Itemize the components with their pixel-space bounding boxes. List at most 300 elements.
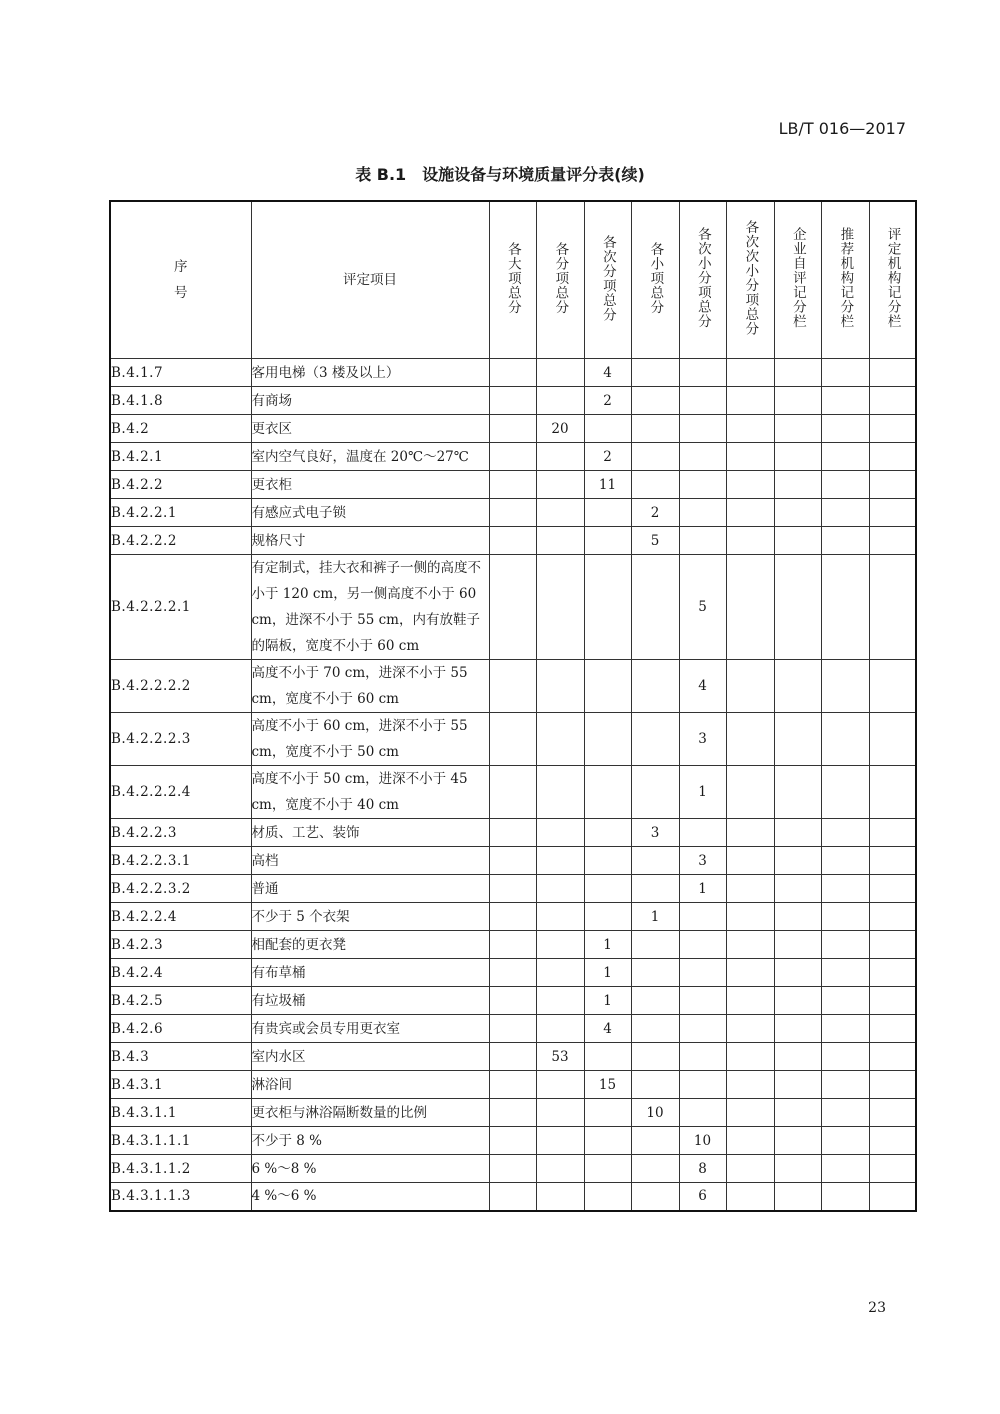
row-major-total bbox=[489, 1183, 536, 1211]
row-item: 6 %～8 % bbox=[251, 1155, 489, 1183]
row-sub-minor-total: 6 bbox=[679, 1183, 726, 1211]
row-number: B.4.2 bbox=[110, 415, 251, 443]
header-num bbox=[110, 201, 251, 359]
row-sub-sub-minor-total bbox=[726, 959, 774, 987]
row-sub-total bbox=[536, 660, 584, 713]
row-self-score bbox=[774, 359, 821, 387]
row-number: B.4.3.1.1 bbox=[110, 1099, 251, 1127]
row-assess-score bbox=[869, 471, 916, 499]
row-sub-minor-total bbox=[679, 1043, 726, 1071]
row-sub-total bbox=[536, 875, 584, 903]
row-secondary-total bbox=[584, 499, 631, 527]
row-minor-total bbox=[631, 713, 679, 766]
header-recommend-score: 推荐机构记分栏 bbox=[821, 201, 869, 359]
row-secondary-total bbox=[584, 903, 631, 931]
row-sub-total bbox=[536, 471, 584, 499]
row-sub-total bbox=[536, 527, 584, 555]
row-item: 有感应式电子锁 bbox=[251, 499, 489, 527]
page-number: 23 bbox=[868, 1300, 886, 1316]
row-item: 更衣柜与淋浴隔断数量的比例 bbox=[251, 1099, 489, 1127]
row-sub-total bbox=[536, 766, 584, 819]
row-self-score bbox=[774, 555, 821, 660]
row-self-score bbox=[774, 931, 821, 959]
row-sub-sub-minor-total bbox=[726, 1015, 774, 1043]
row-assess-score bbox=[869, 1127, 916, 1155]
row-item: 更衣区 bbox=[251, 415, 489, 443]
row-assess-score bbox=[869, 499, 916, 527]
row-number: B.4.3 bbox=[110, 1043, 251, 1071]
row-sub-sub-minor-total bbox=[726, 903, 774, 931]
row-number: B.4.3.1.1.1 bbox=[110, 1127, 251, 1155]
row-recommend-score bbox=[821, 415, 869, 443]
row-secondary-total bbox=[584, 1155, 631, 1183]
row-secondary-total bbox=[584, 555, 631, 660]
row-assess-score bbox=[869, 1043, 916, 1071]
row-number: B.4.2.2.2.2 bbox=[110, 660, 251, 713]
standard-code: LB/T 016—2017 bbox=[778, 119, 906, 138]
table-row bbox=[110, 987, 916, 1015]
row-minor-total bbox=[631, 987, 679, 1015]
row-sub-total bbox=[536, 959, 584, 987]
row-sub-sub-minor-total bbox=[726, 847, 774, 875]
row-sub-minor-total bbox=[679, 931, 726, 959]
table-row bbox=[110, 903, 916, 931]
row-secondary-total bbox=[584, 415, 631, 443]
row-recommend-score bbox=[821, 713, 869, 766]
row-assess-score bbox=[869, 1183, 916, 1211]
table-row bbox=[110, 1127, 916, 1155]
row-minor-total bbox=[631, 387, 679, 415]
row-sub-minor-total: 1 bbox=[679, 766, 726, 819]
table-row bbox=[110, 847, 916, 875]
header-secondary-total: 各次分项总分 bbox=[584, 201, 631, 359]
row-sub-sub-minor-total bbox=[726, 1071, 774, 1099]
row-recommend-score bbox=[821, 875, 869, 903]
row-sub-minor-total bbox=[679, 359, 726, 387]
row-secondary-total: 4 bbox=[584, 1015, 631, 1043]
row-major-total bbox=[489, 903, 536, 931]
row-sub-minor-total: 5 bbox=[679, 555, 726, 660]
row-minor-total: 2 bbox=[631, 499, 679, 527]
row-sub-total bbox=[536, 359, 584, 387]
row-number: B.4.3.1.1.3 bbox=[110, 1183, 251, 1211]
row-number: B.4.2.3 bbox=[110, 931, 251, 959]
row-number: B.4.2.2.4 bbox=[110, 903, 251, 931]
row-sub-total bbox=[536, 387, 584, 415]
row-sub-sub-minor-total bbox=[726, 1183, 774, 1211]
row-sub-total bbox=[536, 1183, 584, 1211]
row-secondary-total: 2 bbox=[584, 443, 631, 471]
table-row bbox=[110, 443, 916, 471]
row-self-score bbox=[774, 1155, 821, 1183]
row-minor-total: 5 bbox=[631, 527, 679, 555]
row-number: B.4.2.2.2.4 bbox=[110, 766, 251, 819]
row-sub-sub-minor-total bbox=[726, 1043, 774, 1071]
row-item: 普通 bbox=[251, 875, 489, 903]
row-assess-score bbox=[869, 387, 916, 415]
row-sub-minor-total bbox=[679, 959, 726, 987]
row-assess-score bbox=[869, 766, 916, 819]
row-item: 更衣柜 bbox=[251, 471, 489, 499]
row-secondary-total: 1 bbox=[584, 987, 631, 1015]
row-secondary-total bbox=[584, 847, 631, 875]
row-number: B.4.2.2.3.2 bbox=[110, 875, 251, 903]
row-minor-total: 3 bbox=[631, 819, 679, 847]
row-minor-total bbox=[631, 959, 679, 987]
row-sub-total bbox=[536, 903, 584, 931]
row-major-total bbox=[489, 660, 536, 713]
row-secondary-total bbox=[584, 875, 631, 903]
row-secondary-total bbox=[584, 1099, 631, 1127]
row-assess-score bbox=[869, 415, 916, 443]
row-item: 规格尺寸 bbox=[251, 527, 489, 555]
row-number: B.4.3.1 bbox=[110, 1071, 251, 1099]
row-minor-total bbox=[631, 359, 679, 387]
table-row bbox=[110, 1155, 916, 1183]
row-minor-total bbox=[631, 471, 679, 499]
row-number: B.4.2.2.2 bbox=[110, 527, 251, 555]
row-minor-total bbox=[631, 1043, 679, 1071]
table-row bbox=[110, 713, 916, 766]
row-major-total bbox=[489, 387, 536, 415]
row-number: B.4.2.2.2.1 bbox=[110, 555, 251, 660]
row-sub-minor-total: 3 bbox=[679, 847, 726, 875]
row-self-score bbox=[774, 903, 821, 931]
row-number: B.4.3.1.1.2 bbox=[110, 1155, 251, 1183]
row-assess-score bbox=[869, 903, 916, 931]
row-number: B.4.2.2.3.1 bbox=[110, 847, 251, 875]
row-item: 4 %～6 % bbox=[251, 1183, 489, 1211]
header-row bbox=[110, 201, 916, 359]
table-row bbox=[110, 1183, 916, 1211]
row-item: 高度不小于 60 cm，进深不小于 55 cm，宽度不小于 50 cm bbox=[251, 713, 489, 766]
row-number: B.4.2.1 bbox=[110, 443, 251, 471]
row-recommend-score bbox=[821, 387, 869, 415]
row-minor-total: 1 bbox=[631, 903, 679, 931]
row-recommend-score bbox=[821, 903, 869, 931]
row-recommend-score bbox=[821, 359, 869, 387]
row-minor-total bbox=[631, 415, 679, 443]
row-recommend-score bbox=[821, 471, 869, 499]
row-sub-sub-minor-total bbox=[726, 443, 774, 471]
row-sub-total bbox=[536, 1099, 584, 1127]
row-sub-total bbox=[536, 1015, 584, 1043]
score-table bbox=[109, 200, 917, 1212]
row-item: 有布草桶 bbox=[251, 959, 489, 987]
row-major-total bbox=[489, 766, 536, 819]
row-self-score bbox=[774, 443, 821, 471]
row-sub-total bbox=[536, 713, 584, 766]
row-sub-sub-minor-total bbox=[726, 875, 774, 903]
row-self-score bbox=[774, 875, 821, 903]
row-major-total bbox=[489, 359, 536, 387]
row-secondary-total bbox=[584, 713, 631, 766]
row-sub-minor-total: 1 bbox=[679, 875, 726, 903]
row-minor-total bbox=[631, 555, 679, 660]
row-secondary-total: 2 bbox=[584, 387, 631, 415]
row-sub-minor-total bbox=[679, 499, 726, 527]
row-self-score bbox=[774, 713, 821, 766]
row-item: 客用电梯（3 楼及以上） bbox=[251, 359, 489, 387]
row-item: 不少于 8 % bbox=[251, 1127, 489, 1155]
row-major-total bbox=[489, 1071, 536, 1099]
header-minor-total: 各小项总分 bbox=[631, 201, 679, 359]
row-recommend-score bbox=[821, 1183, 869, 1211]
row-self-score bbox=[774, 847, 821, 875]
table-row bbox=[110, 499, 916, 527]
row-minor-total: 10 bbox=[631, 1099, 679, 1127]
row-sub-total bbox=[536, 555, 584, 660]
table-row bbox=[110, 931, 916, 959]
row-major-total bbox=[489, 847, 536, 875]
row-item: 高档 bbox=[251, 847, 489, 875]
row-self-score bbox=[774, 1099, 821, 1127]
row-recommend-score bbox=[821, 1071, 869, 1099]
row-minor-total bbox=[631, 766, 679, 819]
header-assess-score: 评定机构记分栏 bbox=[869, 201, 916, 359]
table-row bbox=[110, 1099, 916, 1127]
row-self-score bbox=[774, 387, 821, 415]
row-minor-total bbox=[631, 1015, 679, 1043]
row-sub-sub-minor-total bbox=[726, 471, 774, 499]
row-sub-sub-minor-total bbox=[726, 387, 774, 415]
row-major-total bbox=[489, 1127, 536, 1155]
row-self-score bbox=[774, 819, 821, 847]
row-major-total bbox=[489, 875, 536, 903]
row-sub-total bbox=[536, 987, 584, 1015]
row-self-score bbox=[774, 1071, 821, 1099]
row-number: B.4.2.4 bbox=[110, 959, 251, 987]
row-assess-score bbox=[869, 1071, 916, 1099]
row-sub-minor-total bbox=[679, 443, 726, 471]
row-item: 室内空气良好，温度在 20℃～27℃ bbox=[251, 443, 489, 471]
row-sub-total bbox=[536, 819, 584, 847]
row-sub-sub-minor-total bbox=[726, 415, 774, 443]
row-assess-score bbox=[869, 443, 916, 471]
row-number: B.4.2.2.2.3 bbox=[110, 713, 251, 766]
row-major-total bbox=[489, 415, 536, 443]
row-recommend-score bbox=[821, 527, 869, 555]
row-minor-total bbox=[631, 660, 679, 713]
row-sub-total bbox=[536, 1155, 584, 1183]
row-secondary-total: 1 bbox=[584, 959, 631, 987]
row-item: 淋浴间 bbox=[251, 1071, 489, 1099]
row-recommend-score bbox=[821, 1127, 869, 1155]
row-recommend-score bbox=[821, 766, 869, 819]
row-item: 高度不小于 50 cm，进深不小于 45 cm，宽度不小于 40 cm bbox=[251, 766, 489, 819]
row-secondary-total: 4 bbox=[584, 359, 631, 387]
row-secondary-total bbox=[584, 766, 631, 819]
row-sub-sub-minor-total bbox=[726, 527, 774, 555]
row-recommend-score bbox=[821, 959, 869, 987]
row-sub-total: 20 bbox=[536, 415, 584, 443]
row-assess-score bbox=[869, 847, 916, 875]
row-sub-minor-total bbox=[679, 471, 726, 499]
row-sub-total bbox=[536, 1071, 584, 1099]
row-item: 有商场 bbox=[251, 387, 489, 415]
row-number: B.4.1.7 bbox=[110, 359, 251, 387]
table-row bbox=[110, 555, 916, 660]
row-major-total bbox=[489, 1043, 536, 1071]
row-sub-minor-total bbox=[679, 1099, 726, 1127]
row-sub-minor-total bbox=[679, 987, 726, 1015]
row-sub-total bbox=[536, 1127, 584, 1155]
row-assess-score bbox=[869, 713, 916, 766]
row-assess-score bbox=[869, 527, 916, 555]
row-secondary-total bbox=[584, 660, 631, 713]
row-sub-minor-total: 4 bbox=[679, 660, 726, 713]
row-sub-sub-minor-total bbox=[726, 1127, 774, 1155]
row-secondary-total bbox=[584, 527, 631, 555]
table-row bbox=[110, 415, 916, 443]
table-row bbox=[110, 1071, 916, 1099]
row-assess-score bbox=[869, 819, 916, 847]
row-minor-total bbox=[631, 1127, 679, 1155]
header-sub-total: 各分项总分 bbox=[536, 201, 584, 359]
row-item: 相配套的更衣凳 bbox=[251, 931, 489, 959]
row-sub-minor-total: 3 bbox=[679, 713, 726, 766]
row-major-total bbox=[489, 1155, 536, 1183]
row-minor-total bbox=[631, 1155, 679, 1183]
row-sub-sub-minor-total bbox=[726, 660, 774, 713]
header-num-label: 序 号 bbox=[174, 259, 188, 301]
row-sub-minor-total bbox=[679, 527, 726, 555]
row-recommend-score bbox=[821, 1155, 869, 1183]
table-row bbox=[110, 766, 916, 819]
row-item: 材质、工艺、装饰 bbox=[251, 819, 489, 847]
row-sub-total bbox=[536, 847, 584, 875]
row-major-total bbox=[489, 931, 536, 959]
row-item: 有定制式，挂大衣和裤子一侧的高度不小于 120 cm，另一侧高度不小于 60 cm，进深不小于 55 cm，内有放鞋子的隔板，宽度不小于 60 cm bbox=[251, 555, 489, 660]
row-major-total bbox=[489, 959, 536, 987]
row-major-total bbox=[489, 819, 536, 847]
row-major-total bbox=[489, 443, 536, 471]
row-assess-score bbox=[869, 931, 916, 959]
table-row bbox=[110, 1015, 916, 1043]
row-recommend-score bbox=[821, 1043, 869, 1071]
table-row bbox=[110, 471, 916, 499]
row-self-score bbox=[774, 1183, 821, 1211]
row-recommend-score bbox=[821, 555, 869, 660]
row-self-score bbox=[774, 499, 821, 527]
row-sub-minor-total bbox=[679, 387, 726, 415]
row-sub-sub-minor-total bbox=[726, 499, 774, 527]
row-item: 有贵宾或会员专用更衣室 bbox=[251, 1015, 489, 1043]
row-self-score bbox=[774, 959, 821, 987]
row-self-score bbox=[774, 1043, 821, 1071]
row-sub-sub-minor-total bbox=[726, 931, 774, 959]
row-assess-score bbox=[869, 987, 916, 1015]
row-major-total bbox=[489, 555, 536, 660]
row-self-score bbox=[774, 415, 821, 443]
table-title: 表 B.1 设施设备与环境质量评分表(续) bbox=[355, 165, 645, 184]
row-major-total bbox=[489, 1015, 536, 1043]
row-self-score bbox=[774, 471, 821, 499]
row-self-score bbox=[774, 1015, 821, 1043]
row-sub-minor-total bbox=[679, 415, 726, 443]
row-recommend-score bbox=[821, 1099, 869, 1127]
row-assess-score bbox=[869, 1155, 916, 1183]
header-sub-sub-minor-total: 各次次小分项总分 bbox=[726, 201, 774, 359]
row-sub-sub-minor-total bbox=[726, 987, 774, 1015]
row-sub-sub-minor-total bbox=[726, 1099, 774, 1127]
row-recommend-score bbox=[821, 847, 869, 875]
row-secondary-total: 1 bbox=[584, 931, 631, 959]
table-row bbox=[110, 875, 916, 903]
row-assess-score bbox=[869, 1015, 916, 1043]
table-row bbox=[110, 959, 916, 987]
row-secondary-total bbox=[584, 819, 631, 847]
row-minor-total bbox=[631, 1183, 679, 1211]
row-assess-score bbox=[869, 359, 916, 387]
row-major-total bbox=[489, 471, 536, 499]
row-item: 高度不小于 70 cm，进深不小于 55 cm，宽度不小于 60 cm bbox=[251, 660, 489, 713]
row-self-score bbox=[774, 987, 821, 1015]
row-recommend-score bbox=[821, 819, 869, 847]
row-sub-total bbox=[536, 499, 584, 527]
row-minor-total bbox=[631, 443, 679, 471]
row-recommend-score bbox=[821, 499, 869, 527]
row-assess-score bbox=[869, 660, 916, 713]
table-row bbox=[110, 819, 916, 847]
row-assess-score bbox=[869, 959, 916, 987]
row-number: B.4.2.5 bbox=[110, 987, 251, 1015]
row-sub-total bbox=[536, 931, 584, 959]
row-item: 不少于 5 个衣架 bbox=[251, 903, 489, 931]
row-secondary-total: 15 bbox=[584, 1071, 631, 1099]
row-number: B.4.2.2.3 bbox=[110, 819, 251, 847]
row-major-total bbox=[489, 987, 536, 1015]
row-sub-minor-total: 10 bbox=[679, 1127, 726, 1155]
table-row bbox=[110, 387, 916, 415]
row-sub-sub-minor-total bbox=[726, 555, 774, 660]
row-major-total bbox=[489, 713, 536, 766]
row-recommend-score bbox=[821, 443, 869, 471]
row-sub-total bbox=[536, 443, 584, 471]
table-row bbox=[110, 359, 916, 387]
row-major-total bbox=[489, 499, 536, 527]
row-sub-sub-minor-total bbox=[726, 1155, 774, 1183]
row-minor-total bbox=[631, 875, 679, 903]
row-minor-total bbox=[631, 931, 679, 959]
row-self-score bbox=[774, 527, 821, 555]
row-sub-total: 53 bbox=[536, 1043, 584, 1071]
row-recommend-score bbox=[821, 660, 869, 713]
row-number: B.4.2.2.1 bbox=[110, 499, 251, 527]
row-secondary-total: 11 bbox=[584, 471, 631, 499]
row-recommend-score bbox=[821, 987, 869, 1015]
row-assess-score bbox=[869, 875, 916, 903]
row-sub-minor-total bbox=[679, 819, 726, 847]
row-sub-sub-minor-total bbox=[726, 359, 774, 387]
row-sub-minor-total bbox=[679, 1015, 726, 1043]
row-sub-sub-minor-total bbox=[726, 766, 774, 819]
row-sub-minor-total: 8 bbox=[679, 1155, 726, 1183]
table-row bbox=[110, 1043, 916, 1071]
table-row bbox=[110, 660, 916, 713]
header-self-score: 企业自评记分栏 bbox=[774, 201, 821, 359]
header-item: 评定项目 bbox=[251, 201, 489, 359]
row-assess-score bbox=[869, 555, 916, 660]
row-number: B.4.2.2 bbox=[110, 471, 251, 499]
row-secondary-total bbox=[584, 1043, 631, 1071]
row-self-score bbox=[774, 1127, 821, 1155]
row-major-total bbox=[489, 527, 536, 555]
row-major-total bbox=[489, 1099, 536, 1127]
row-recommend-score bbox=[821, 931, 869, 959]
row-sub-sub-minor-total bbox=[726, 819, 774, 847]
header-sub-minor-total: 各次小分项总分 bbox=[679, 201, 726, 359]
